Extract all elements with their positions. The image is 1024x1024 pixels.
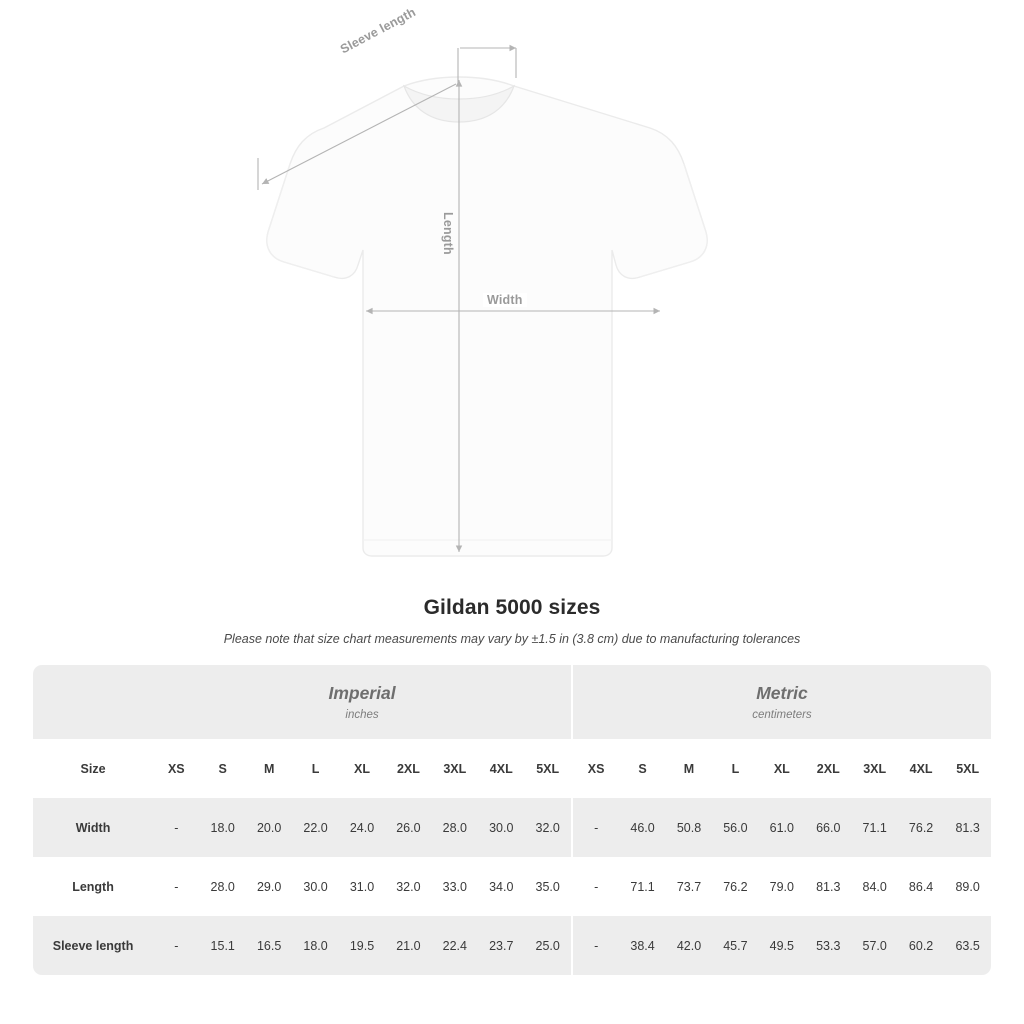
width-metric-l: 56.0 — [712, 798, 758, 857]
length-metric-2xl: 81.3 — [805, 857, 851, 916]
length-imperial-2xl: 32.0 — [385, 857, 431, 916]
width-imperial-2xl: 26.0 — [385, 798, 431, 857]
unit-header-metric — [573, 665, 991, 739]
size-header-metric-l: L — [712, 739, 758, 798]
size-header-metric-xl: XL — [759, 739, 805, 798]
sleeve-metric-s: 38.4 — [619, 916, 665, 975]
size-header-metric-3xl: 3XL — [851, 739, 897, 798]
length-imperial-3xl: 33.0 — [432, 857, 478, 916]
size-header-imperial-xl: XL — [339, 739, 385, 798]
row-label-sleeve-length: Sleeve length — [33, 916, 153, 975]
table-row — [33, 798, 991, 857]
sleeve-imperial-4xl: 23.7 — [478, 916, 524, 975]
width-imperial-3xl: 28.0 — [432, 798, 478, 857]
sleeve-metric-4xl: 60.2 — [898, 916, 944, 975]
table-row — [33, 916, 991, 975]
sleeve-metric-3xl: 57.0 — [851, 916, 897, 975]
size-header-metric-m: M — [666, 739, 712, 798]
length-metric-m: 73.7 — [666, 857, 712, 916]
length-metric-s: 71.1 — [619, 857, 665, 916]
size-header-imperial-l: L — [292, 739, 338, 798]
length-imperial-l: 30.0 — [292, 857, 338, 916]
width-imperial-s: 18.0 — [200, 798, 246, 857]
length-metric-xs: - — [573, 857, 619, 916]
width-metric-5xl: 81.3 — [944, 798, 991, 857]
size-header-metric-xs: XS — [573, 739, 619, 798]
length-metric-3xl: 84.0 — [851, 857, 897, 916]
row-label-length: Length — [33, 857, 153, 916]
size-header-imperial-s: S — [200, 739, 246, 798]
size-header-metric-4xl: 4XL — [898, 739, 944, 798]
unit-sub-metric: centimeters — [752, 709, 812, 721]
width-imperial-5xl: 32.0 — [524, 798, 570, 857]
width-imperial-xl: 24.0 — [339, 798, 385, 857]
width-imperial-4xl: 30.0 — [478, 798, 524, 857]
size-header-imperial-m: M — [246, 739, 292, 798]
length-imperial-m: 29.0 — [246, 857, 292, 916]
sleeve-metric-5xl: 63.5 — [944, 916, 991, 975]
sleeve-metric-xs: - — [573, 916, 619, 975]
sleeve-imperial-xs: - — [153, 916, 199, 975]
sleeve-length-label: Sleeve length — [338, 4, 419, 57]
size-header-imperial-2xl: 2XL — [385, 739, 431, 798]
unit-header-imperial — [153, 665, 571, 739]
size-header-metric-s: S — [619, 739, 665, 798]
width-imperial-l: 22.0 — [292, 798, 338, 857]
width-metric-m: 50.8 — [666, 798, 712, 857]
length-metric-5xl: 89.0 — [944, 857, 991, 916]
sleeve-metric-2xl: 53.3 — [805, 916, 851, 975]
size-header-label: Size — [33, 739, 153, 798]
size-header-imperial-5xl: 5XL — [524, 739, 570, 798]
width-imperial-xs: - — [153, 798, 199, 857]
size-header-imperial-xs: XS — [153, 739, 199, 798]
sleeve-metric-xl: 49.5 — [759, 916, 805, 975]
length-imperial-xs: - — [153, 857, 199, 916]
width-metric-3xl: 71.1 — [851, 798, 897, 857]
unit-sub-imperial: inches — [345, 709, 379, 721]
tshirt-front-flat-icon — [267, 77, 707, 556]
width-label: Width — [483, 293, 527, 307]
length-imperial-4xl: 34.0 — [478, 857, 524, 916]
sleeve-imperial-xl: 19.5 — [339, 916, 385, 975]
unit-name-metric: Metric — [756, 683, 808, 703]
title-block — [0, 596, 1024, 646]
width-metric-s: 46.0 — [619, 798, 665, 857]
sleeve-imperial-m: 16.5 — [246, 916, 292, 975]
unit-header-spacer — [33, 665, 153, 739]
size-chart-table — [33, 665, 991, 975]
width-metric-xs: - — [573, 798, 619, 857]
length-metric-xl: 79.0 — [759, 857, 805, 916]
length-imperial-xl: 31.0 — [339, 857, 385, 916]
table-row — [33, 857, 991, 916]
sleeve-imperial-5xl: 25.0 — [524, 916, 570, 975]
sleeve-imperial-s: 15.1 — [200, 916, 246, 975]
width-metric-2xl: 66.0 — [805, 798, 851, 857]
length-imperial-s: 28.0 — [200, 857, 246, 916]
size-header-metric-5xl: 5XL — [944, 739, 991, 798]
size-header-metric-2xl: 2XL — [805, 739, 851, 798]
sleeve-imperial-3xl: 22.4 — [432, 916, 478, 975]
width-metric-xl: 61.0 — [759, 798, 805, 857]
sleeve-metric-m: 42.0 — [666, 916, 712, 975]
length-metric-4xl: 86.4 — [898, 857, 944, 916]
unit-header-row — [33, 665, 991, 739]
width-imperial-m: 20.0 — [246, 798, 292, 857]
size-header-imperial-4xl: 4XL — [478, 739, 524, 798]
unit-name-imperial: Imperial — [328, 683, 396, 703]
length-metric-l: 76.2 — [712, 857, 758, 916]
sleeve-imperial-l: 18.0 — [292, 916, 338, 975]
length-label: Length — [441, 212, 455, 255]
size-header-row — [33, 739, 991, 798]
size-chart-table-wrapper — [33, 665, 991, 975]
tolerance-note: Please note that size chart measurements may vary by ±1.5 in (3.8 cm) due to manufacturing tolerances — [223, 632, 801, 646]
page-title: Gildan 5000 sizes — [423, 596, 601, 619]
size-header-imperial-3xl: 3XL — [432, 739, 478, 798]
length-imperial-5xl: 35.0 — [524, 857, 570, 916]
row-label-width: Width — [33, 798, 153, 857]
width-metric-4xl: 76.2 — [898, 798, 944, 857]
sleeve-imperial-2xl: 21.0 — [385, 916, 431, 975]
sleeve-metric-l: 45.7 — [712, 916, 758, 975]
